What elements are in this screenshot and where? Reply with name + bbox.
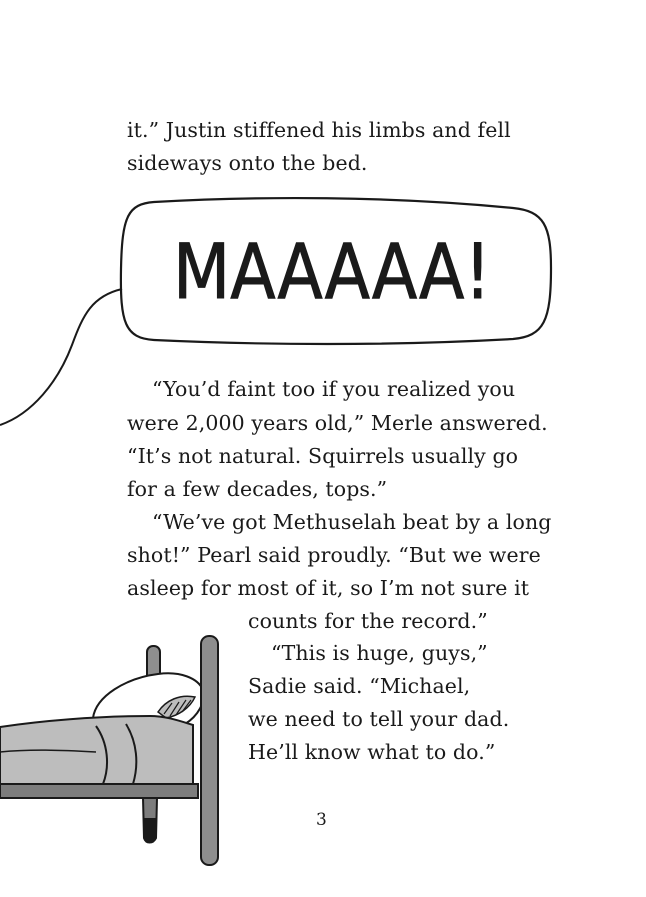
- text-line: Sadie said. “Michael,: [248, 674, 471, 698]
- text-line: “You’d faint too if you realized you: [152, 377, 516, 401]
- text-line: it.” Justin stiffened his limbs and fell: [127, 118, 511, 142]
- text-line: He’ll know what to do.”: [248, 740, 496, 764]
- text-line: shot!” Pearl said proudly. “But we were: [127, 543, 541, 567]
- text-line: we need to tell your dad.: [248, 707, 510, 731]
- text-line: asleep for most of it, so I’m not sure it: [127, 576, 530, 600]
- text-line: counts for the record.”: [248, 609, 488, 633]
- text-line: sideways onto the bed.: [127, 151, 368, 175]
- page-number: 3: [316, 810, 327, 830]
- text-line: for a few decades, tops.”: [127, 477, 388, 501]
- speech-bubble-text: MAAAAA!: [173, 227, 491, 316]
- text-line: “We’ve got Methuselah beat by a long: [152, 510, 552, 534]
- text-line: were 2,000 years old,” Merle answered.: [127, 411, 548, 435]
- bed-illustration: [0, 636, 218, 865]
- text-line: “This is huge, guys,”: [271, 641, 488, 665]
- text-line: “It’s not natural. Squirrels usually go: [127, 444, 519, 468]
- speech-bubble: [0, 198, 551, 425]
